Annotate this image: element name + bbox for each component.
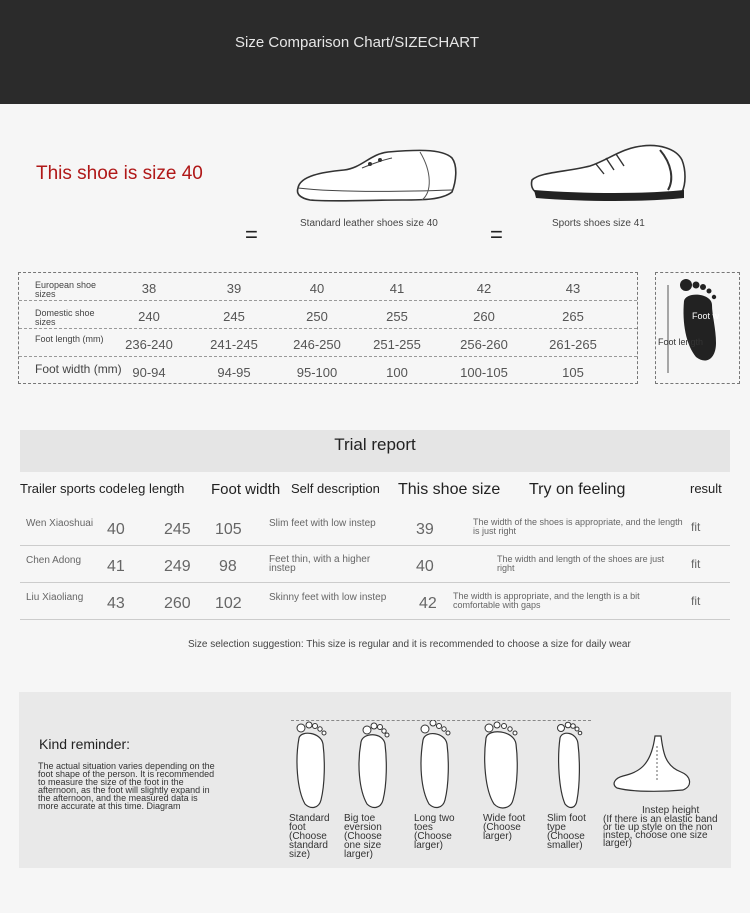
result: fit (691, 594, 701, 608)
row-label: Foot width (mm) (35, 362, 122, 376)
standard-foot-icon (291, 720, 331, 812)
long-second-toe-foot-icon (415, 720, 455, 812)
table-cell: 240 (138, 309, 160, 324)
big-toe-eversion-foot-icon (353, 720, 393, 812)
foot-type-label: Big toe eversion (Choose one size larger) (344, 813, 382, 860)
foot-type-label: Long two toes (Choose larger) (414, 813, 455, 851)
row-label: Foot length (mm) (35, 334, 104, 344)
table-cell: 260 (473, 309, 495, 324)
foot-width: 102 (215, 595, 242, 612)
shoe-size-title: This shoe is size 40 (36, 163, 203, 184)
column-header: This shoe size (398, 481, 501, 498)
table-cell: 100 (386, 365, 408, 380)
shoe-size: 40 (416, 558, 434, 575)
tester-name: Liu Xiaoliang (26, 592, 84, 603)
instep-height-foot-icon (611, 732, 701, 796)
foot-width: 98 (219, 558, 237, 575)
table-cell: 42 (476, 281, 492, 296)
leg-length: 249 (164, 558, 191, 575)
row-label: European shoe sizes (35, 280, 97, 299)
sports-caption: Sports shoes size 41 (552, 218, 645, 229)
foot-length-label: Foot length (658, 337, 704, 347)
column-header: Self description (291, 481, 380, 496)
table-cell: 256-260 (460, 337, 508, 352)
instep-note: (If there is an elastic band or tie up style on the non instep, choose one size larger) (603, 814, 718, 849)
table-cell: 38 (141, 281, 157, 296)
sports-shoe-icon (526, 140, 690, 206)
table-cell: 94-95 (217, 365, 251, 380)
table-row (20, 510, 730, 546)
sports-code: 41 (107, 558, 125, 575)
self-description: Feet thin, with a higher instep (269, 554, 371, 574)
slim-foot-icon (549, 720, 589, 812)
leather-caption: Standard leather shoes size 40 (300, 218, 438, 229)
foot-type-label: Wide foot (Choose larger) (483, 813, 526, 842)
leather-shoe-icon (292, 142, 462, 206)
table-cell: 251-255 (373, 337, 421, 352)
shoe-size: 39 (416, 521, 434, 538)
tester-name: Chen Adong (26, 555, 82, 566)
table-cell: 236-240 (125, 337, 173, 352)
table-row (19, 273, 637, 301)
reminder-title: Kind reminder: (39, 736, 131, 752)
try-on-feeling: The width is appropriate, and the length is a bit comfortable with gaps (453, 591, 640, 610)
table-cell: 95-100 (296, 365, 338, 380)
table-cell: 100-105 (460, 365, 508, 380)
try-on-feeling: The width and length of the shoes are just right (497, 554, 665, 573)
foot-type-label: Slim foot type (Choose smaller) (547, 813, 586, 851)
leg-length: 260 (164, 595, 191, 612)
foot-width-label: Foot w (692, 311, 720, 321)
table-cell: 246-250 (293, 337, 341, 352)
trial-report-header: Trial report (20, 430, 730, 472)
table-row (20, 584, 730, 620)
result: fit (691, 557, 701, 571)
foot-print-icon (656, 273, 741, 385)
column-header: result (690, 481, 722, 496)
column-header: Try on feeling (529, 481, 626, 498)
instep-height-label: Instep height (642, 805, 700, 816)
column-header: leg length (128, 481, 185, 496)
table-row (19, 329, 637, 357)
header-bar (0, 0, 750, 104)
sports-code: 40 (107, 521, 125, 538)
equals-sign: = (490, 222, 503, 247)
self-description: Slim feet with low instep (269, 518, 376, 529)
page-title: Size Comparison Chart/SIZECHART (235, 34, 479, 51)
table-cell: 41 (389, 281, 405, 296)
foot-width: 105 (215, 521, 242, 538)
table-row (19, 301, 637, 329)
table-row (20, 547, 730, 583)
table-cell: 40 (309, 281, 325, 296)
wide-foot-icon (481, 720, 521, 812)
column-header: Foot width (211, 481, 281, 498)
table-cell: 255 (386, 309, 408, 324)
table-cell: 105 (562, 365, 584, 380)
table-cell: 39 (226, 281, 242, 296)
column-header: Trailer sports code (20, 481, 128, 496)
tester-name: Wen Xiaoshuai (26, 518, 94, 529)
shoe-size: 42 (419, 595, 437, 612)
table-cell: 250 (306, 309, 328, 324)
table-cell: 261-265 (549, 337, 597, 352)
table-row (19, 357, 637, 385)
self-description: Skinny feet with low instep (269, 592, 387, 603)
table-cell: 265 (562, 309, 584, 324)
sports-code: 43 (107, 595, 125, 612)
result: fit (691, 520, 701, 534)
foot-measure-diagram (655, 272, 740, 384)
table-cell: 241-245 (210, 337, 258, 352)
reminder-text: The actual situation varies depending on the foot shape of the person. It is recommended to measure the size of the foot in the afternoon, as the foot will slightly expand in the afternoon, and the measured data is more accurate at this time. Diagram (38, 761, 215, 811)
equals-sign: = (245, 222, 258, 247)
table-cell: 90-94 (132, 365, 166, 380)
try-on-feeling: The width of the shoes is appropriate, and the length is just right (473, 517, 683, 536)
table-cell: 43 (565, 281, 581, 296)
leg-length: 245 (164, 521, 191, 538)
foot-type-label: Standard foot (Choose standard size) (289, 813, 330, 860)
size-table (18, 272, 638, 384)
size-suggestion: Size selection suggestion: This size is regular and it is recommended to choose a size for daily wear (188, 639, 631, 650)
row-label: Domestic shoe sizes (35, 308, 95, 327)
kind-reminder-panel (19, 692, 731, 868)
table-cell: 245 (223, 309, 245, 324)
